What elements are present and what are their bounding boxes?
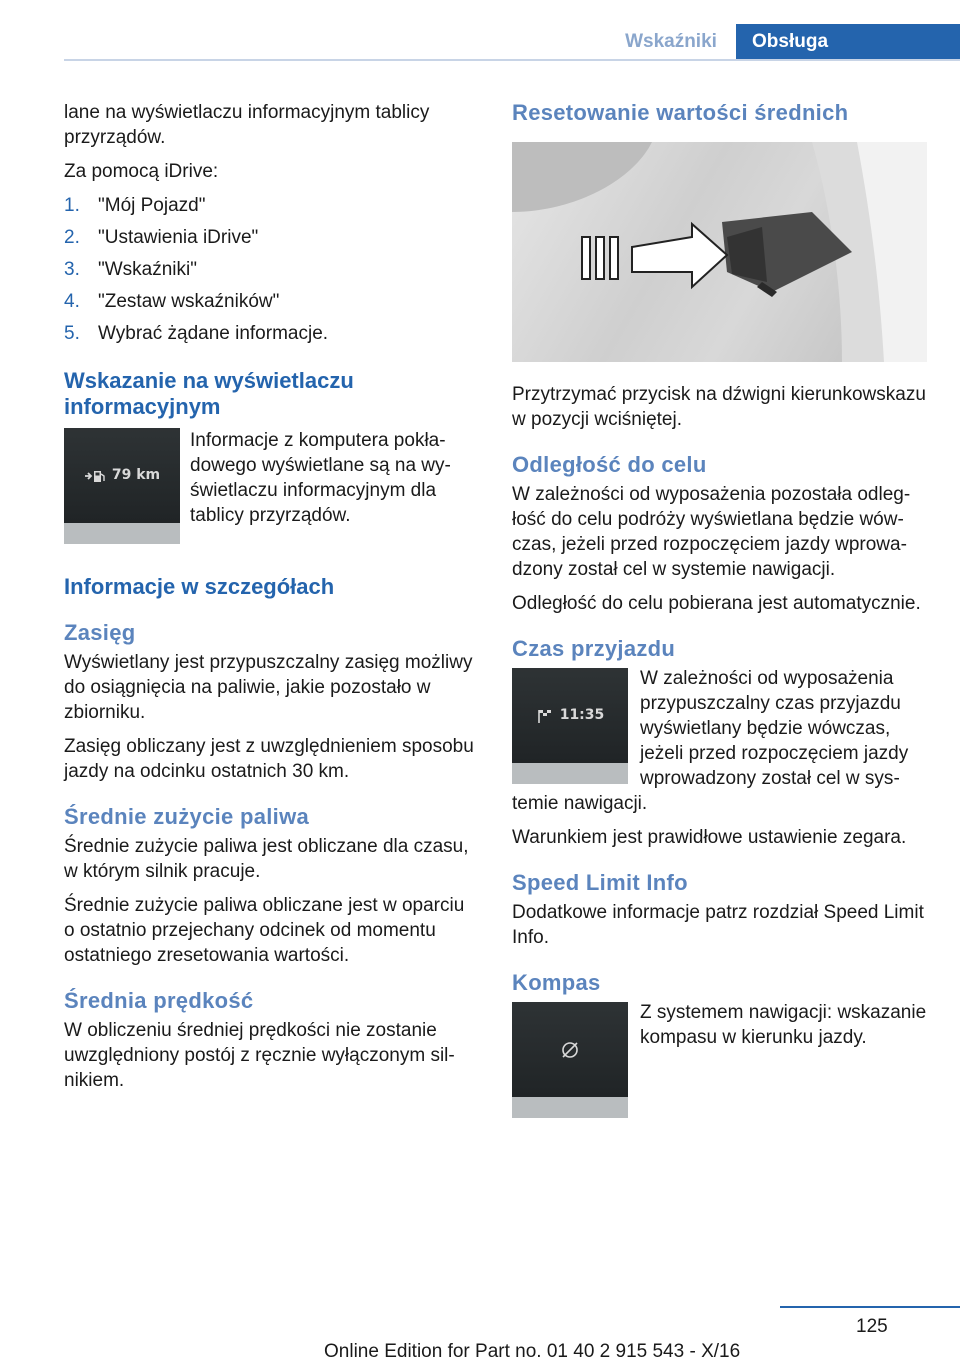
list-item — [64, 321, 480, 346]
step-text: "Ustawienia iDrive" — [98, 227, 259, 248]
checkered-flag-icon — [536, 708, 554, 724]
section-heading: Informacje w szczegółach — [64, 574, 335, 599]
paragraph: W zależności od wyposażenia przypuszczalny czas przyjazdu wyświetlany będzie wówczas, jeżeli przed rozpoczęciem jazdy wprowadzony został cel w systemie nawigacji. — [512, 668, 909, 814]
subsection-heading: Zasięg — [64, 620, 136, 645]
paragraph: Średnie zużycie paliwa obliczane jest w oparciu o ostatnio przejechany odcinek od momentu ostatniego zresetowania wartości. — [64, 895, 465, 966]
page-number: 125 — [856, 1316, 888, 1337]
paragraph: lane na wyświetlaczu informacyjnym tablicy przyrządów. — [64, 102, 430, 148]
paragraph: W zależności od wyposażenia pozostała odległość do celu podróży wyświetlana będzie wówczas, jeżeli przed rozpoczęciem jazdy wprowadzony został cel w systemie nawigacji. — [512, 484, 911, 580]
paragraph: Wyświetlany jest przypuszczalny zasięg możliwy do osiągnięcia na paliwie, jakie pozostało w zbiorniku. — [64, 652, 473, 723]
display-screen — [64, 428, 180, 523]
edition-footer: Online Edition for Part no. 01 40 2 915 543 - X/16 — [324, 1341, 741, 1362]
arrival-time-value: 11:35 — [559, 707, 605, 723]
subsection-heading: Odległość do celu — [512, 452, 707, 477]
compass-display-image — [512, 1002, 628, 1118]
paragraph: Średnie zużycie paliwa jest obliczane dla czasu, w którym silnik pracuje. — [64, 836, 469, 882]
step-text: Wybrać żądane informacje. — [98, 323, 329, 344]
display-bezel — [512, 763, 628, 784]
step-text: "Zestaw wskaźników" — [98, 291, 280, 312]
fuel-pump-icon — [84, 469, 106, 483]
paragraph: Odległość do celu pobierana jest automatycznie. — [512, 593, 921, 614]
paragraph: Przytrzymać przycisk na dźwigni kierunkowskazu w pozycji wciśniętej. — [512, 384, 926, 430]
display-figure-row — [64, 428, 480, 544]
paragraph: Z systemem nawigacji: wskazanie kompasu w kierunku jazdy. — [640, 1002, 927, 1048]
step-number: 3. — [64, 259, 80, 280]
left-column — [64, 100, 480, 1102]
chapter-tab[interactable]: Wskaźniki — [625, 31, 717, 52]
right-column — [512, 100, 928, 1122]
footer-divider — [780, 1306, 960, 1308]
display-bezel — [512, 1097, 628, 1118]
range-value: 79 km — [111, 467, 161, 483]
display-bezel — [64, 523, 180, 544]
subsection-heading: Czas przyjazdu — [512, 636, 676, 661]
list-item — [64, 225, 480, 250]
paragraph: Zasięg obliczany jest z uwzględnieniem sposobu jazdy na odcinku ostatnich 30 km. — [64, 736, 474, 782]
lever-illustration — [512, 142, 927, 362]
subsection-heading: Średnie zużycie paliwa — [64, 804, 310, 829]
paragraph: W obliczeniu średniej prędkości nie zostanie uwzględniony postój z ręcznie wyłączonym silnikiem. — [64, 1020, 455, 1091]
step-text: "Wskaźniki" — [98, 259, 197, 280]
section-heading: Wskazanie na wyświetlaczu informacyjnym — [64, 368, 354, 419]
display-screen — [512, 1002, 628, 1097]
paragraph: Dodatkowe informacje patrz rozdział Speed Limit Info. — [512, 902, 924, 948]
step-number: 4. — [64, 291, 80, 312]
list-item — [64, 193, 480, 218]
step-number: 1. — [64, 195, 80, 216]
list-item — [64, 289, 480, 314]
step-text: "Mój Pojazd" — [98, 195, 206, 216]
display-description: Informacje z komputera pokładowego wyświetlane są na wyświetlaczu informacyjnym dla tablicy przyrządów. — [190, 430, 451, 526]
step-number: 2. — [64, 227, 80, 248]
subsection-heading: Resetowanie wartości średnich — [512, 100, 849, 125]
paragraph: Warunkiem jest prawidłowe ustawienie zegara. — [512, 827, 907, 848]
compass-icon — [559, 1039, 581, 1061]
subsection-heading: Średnia prędkość — [64, 988, 254, 1013]
step-list — [64, 193, 480, 346]
subsection-heading: Speed Limit Info — [512, 870, 688, 895]
display-screen — [512, 668, 628, 763]
arrival-display-image — [512, 668, 628, 784]
range-display-image — [64, 428, 180, 544]
subsection-heading: Kompas — [512, 970, 601, 995]
header-divider — [64, 59, 960, 61]
step-number: 5. — [64, 323, 80, 344]
turn-signal-lever-image — [512, 142, 927, 362]
paragraph: Za pomocą iDrive: — [64, 161, 219, 182]
list-item — [64, 257, 480, 282]
section-tab[interactable]: Obsługa — [736, 24, 960, 60]
